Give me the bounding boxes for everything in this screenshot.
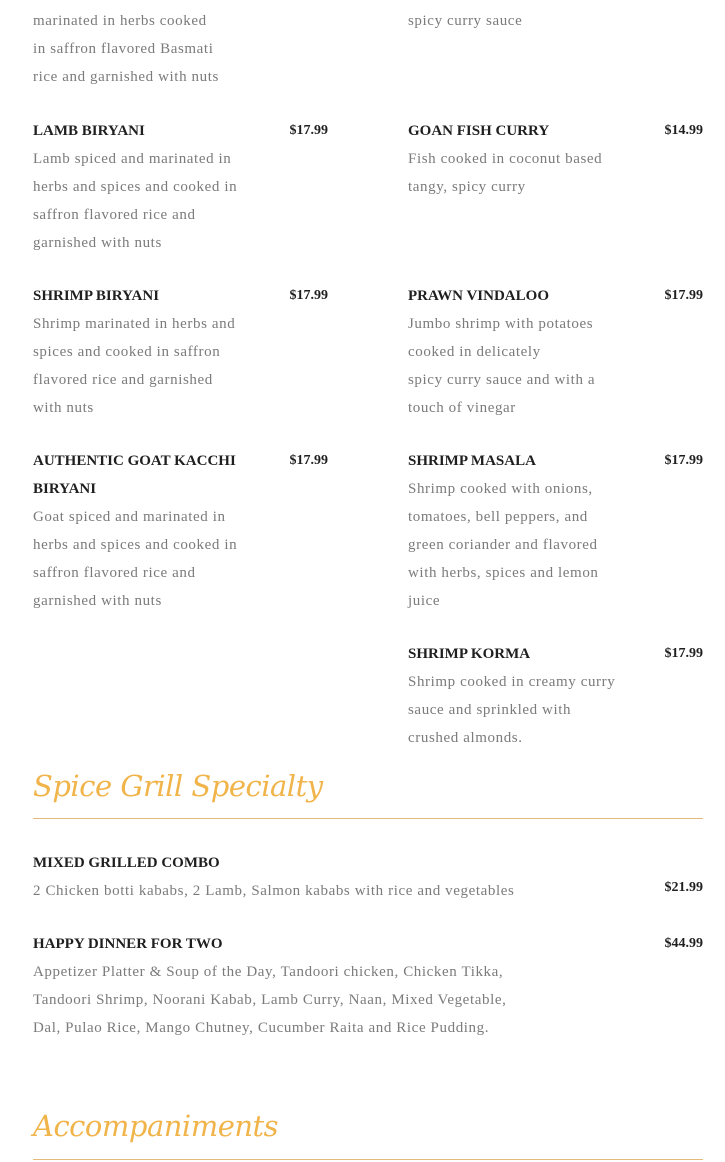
description-line: spicy curry sauce and with a bbox=[408, 372, 596, 388]
description-line: marinated in herbs cooked bbox=[33, 13, 207, 29]
item-name: SHRIMP KORMA bbox=[408, 646, 531, 662]
item-price: $17.99 bbox=[664, 646, 703, 661]
description-line: juice bbox=[408, 593, 441, 609]
description-line bbox=[408, 0, 583, 7]
description-line: herbs and spices and cooked in bbox=[33, 537, 238, 553]
description-line: touch of vinegar bbox=[408, 400, 516, 416]
section-heading-accompaniments: Accompaniments bbox=[33, 1109, 279, 1143]
description-line: garnished with nuts bbox=[33, 235, 162, 251]
description-line: saffron flavored rice and bbox=[33, 207, 196, 223]
description-line: 2 Chicken botti kababs, 2 Lamb, Salmon kababs with rice and vegetables bbox=[33, 883, 515, 899]
item-price: $17.99 bbox=[664, 453, 703, 468]
description-line: flavored rice and garnished bbox=[33, 372, 213, 388]
item-name: HAPPY DINNER FOR TWO bbox=[33, 936, 223, 952]
item-name bbox=[33, 447, 236, 503]
partial-item-description-right bbox=[408, 0, 583, 35]
menu-item-goat-kacchi-biryani bbox=[33, 447, 328, 615]
menu-item-lamb-biryani bbox=[33, 117, 328, 257]
description-line: in saffron flavored Basmati bbox=[33, 41, 214, 57]
description-line: tangy, spicy curry bbox=[408, 179, 526, 195]
item-price: $17.99 bbox=[289, 453, 328, 468]
menu-item-goan-fish-curry bbox=[408, 117, 703, 201]
item-description bbox=[33, 310, 235, 422]
item-description bbox=[408, 475, 599, 615]
item-price: $17.99 bbox=[289, 288, 328, 303]
description-line: tomatoes, bell peppers, and bbox=[408, 509, 588, 525]
description-line: Fish cooked in coconut based bbox=[408, 151, 603, 167]
item-price: $14.99 bbox=[664, 123, 703, 138]
description-line: herbs and spices and cooked in bbox=[33, 179, 238, 195]
menu-item-shrimp-korma bbox=[408, 640, 703, 752]
item-description bbox=[33, 503, 237, 615]
description-line: Appetizer Platter & Soup of the Day, Tandoori chicken, Chicken Tikka, bbox=[33, 964, 504, 980]
item-name-line: AUTHENTIC GOAT KACCHI bbox=[33, 453, 236, 469]
item-name-line: BIRYANI bbox=[33, 481, 97, 497]
description-line: Shrimp marinated in herbs and bbox=[33, 316, 236, 332]
menu-item-prawn-vindaloo bbox=[408, 282, 703, 422]
item-description bbox=[33, 958, 506, 1042]
item-name: LAMB BIRYANI bbox=[33, 123, 145, 139]
description-line: Tandoori Shrimp, Noorani Kabab, Lamb Curry, Naan, Mixed Vegetable, bbox=[33, 992, 507, 1008]
description-line: crushed almonds. bbox=[408, 730, 523, 746]
description-line: with herbs, spices and lemon bbox=[408, 565, 599, 581]
item-price: $21.99 bbox=[664, 880, 703, 895]
item-price: $44.99 bbox=[664, 936, 703, 951]
description-line: spicy curry sauce bbox=[408, 13, 523, 29]
menu-item-shrimp-masala bbox=[408, 447, 703, 615]
menu-item-shrimp-biryani bbox=[33, 282, 328, 422]
description-line: saffron flavored rice and bbox=[33, 565, 196, 581]
description-line: Goat spiced and marinated in bbox=[33, 509, 226, 525]
description-line: garnished with nuts bbox=[33, 593, 162, 609]
item-price: $17.99 bbox=[664, 288, 703, 303]
menu-item-happy-dinner-for-two bbox=[33, 930, 703, 1042]
item-description bbox=[33, 877, 514, 905]
section-heading-spice-grill: Spice Grill Specialty bbox=[33, 769, 323, 803]
item-price: $17.99 bbox=[289, 123, 328, 138]
item-name: MIXED GRILLED COMBO bbox=[33, 855, 220, 871]
description-line: Shrimp cooked with onions, bbox=[408, 481, 593, 497]
description-line: sauce and sprinkled with bbox=[408, 702, 572, 718]
description-line: spices and cooked in saffron bbox=[33, 344, 221, 360]
menu-item-mixed-grilled-combo bbox=[33, 849, 703, 905]
item-name: SHRIMP MASALA bbox=[408, 453, 536, 469]
partial-item-description-left bbox=[33, 0, 219, 91]
description-line: Jumbo shrimp with potatoes bbox=[408, 316, 594, 332]
item-description bbox=[33, 145, 237, 257]
description-line: Shrimp cooked in creamy curry bbox=[408, 674, 616, 690]
description-line bbox=[33, 0, 219, 7]
section-divider bbox=[33, 818, 703, 819]
description-line: Dal, Pulao Rice, Mango Chutney, Cucumber Raita and Rice Pudding. bbox=[33, 1020, 490, 1036]
description-line: cooked in delicately bbox=[408, 344, 541, 360]
description-line: rice and garnished with nuts bbox=[33, 69, 219, 85]
item-description bbox=[408, 668, 615, 752]
item-description bbox=[408, 310, 595, 422]
description-line: green coriander and flavored bbox=[408, 537, 598, 553]
description-line: Lamb spiced and marinated in bbox=[33, 151, 232, 167]
item-description bbox=[408, 145, 602, 201]
item-name: SHRIMP BIRYANI bbox=[33, 288, 160, 304]
item-name: PRAWN VINDALOO bbox=[408, 288, 549, 304]
item-name: GOAN FISH CURRY bbox=[408, 123, 550, 139]
description-line: with nuts bbox=[33, 400, 94, 416]
section-divider bbox=[33, 1159, 703, 1160]
